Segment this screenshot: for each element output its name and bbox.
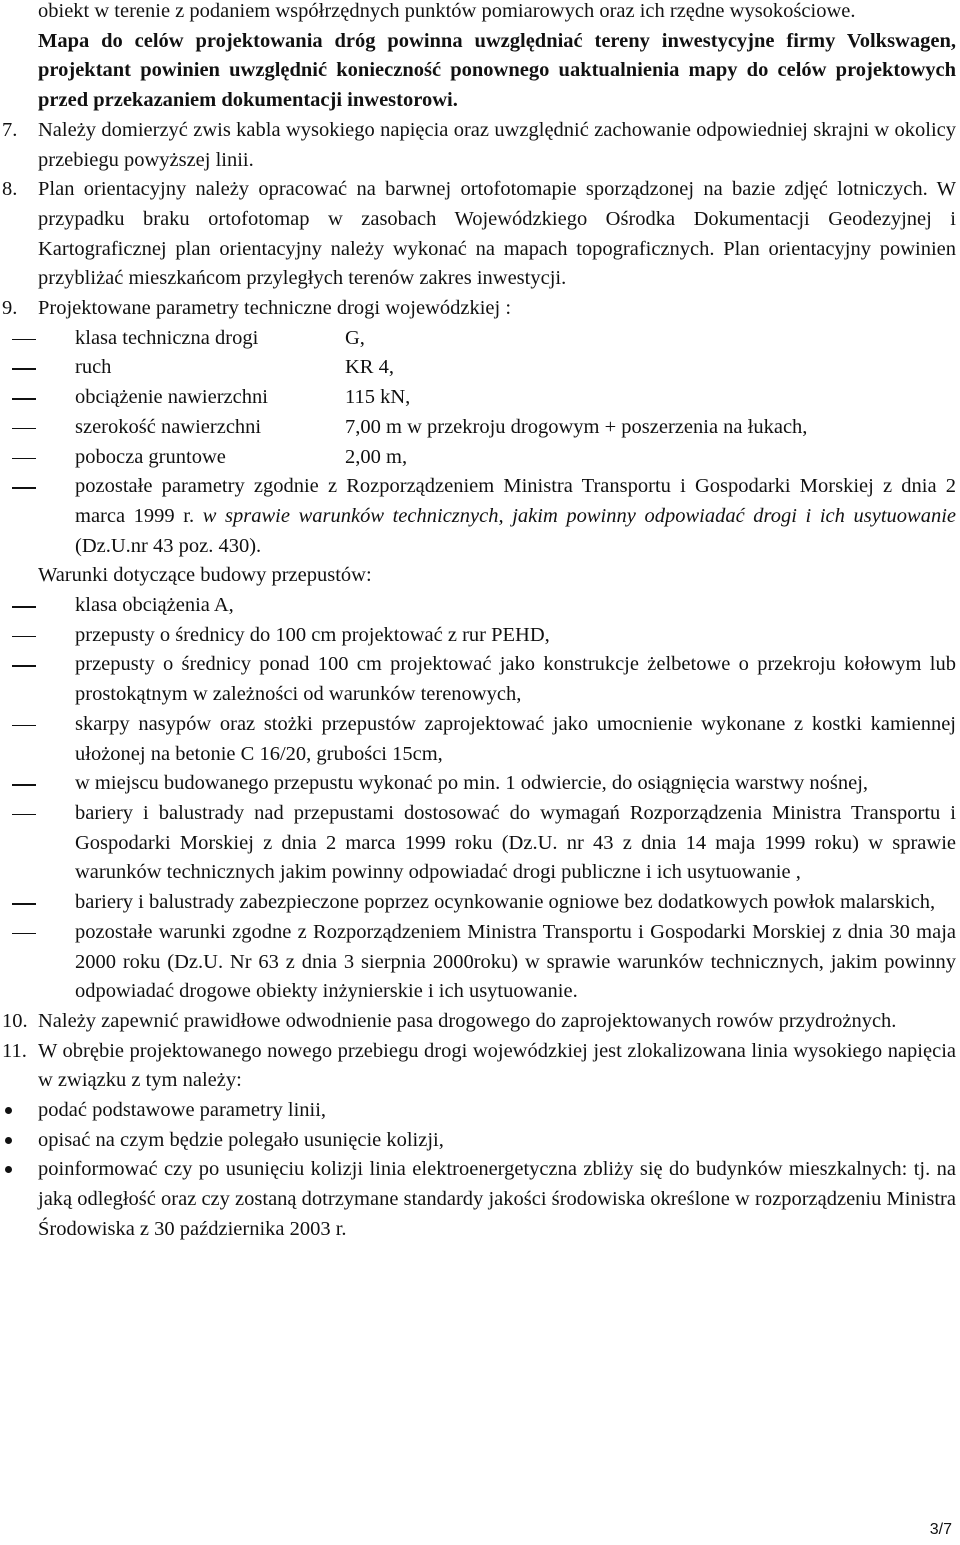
param-row bbox=[38, 413, 956, 443]
intro-paragraph: obiekt w terenie z podaniem współrzędnych punktów pomiarowych oraz ich rzędne wysokościowe. bbox=[38, 0, 856, 22]
bullet-text: poinformować czy po usunięciu kolizji linia elektroenergetyczna zbliży się do budynków mieszkalnych: tj. na jaką odległość oraz czy zostaną dotrzymane standardy jakości środowiska określone w rozporządzeniu Ministra Środowiska z 30 października 2003 r. bbox=[38, 1158, 956, 1240]
dash-marker bbox=[12, 933, 36, 935]
document-page bbox=[2, 0, 957, 1245]
bullet-text: opisać na czym będzie polegało usunięcie kolizji, bbox=[38, 1128, 444, 1151]
dash-marker bbox=[12, 428, 36, 430]
list-item-8 bbox=[2, 175, 956, 294]
param-list bbox=[38, 324, 956, 562]
item-number: 9. bbox=[2, 297, 18, 320]
dash-marker bbox=[12, 814, 36, 816]
culvert-item bbox=[38, 591, 956, 621]
param-value: G, bbox=[345, 326, 365, 349]
bullet-item bbox=[38, 1155, 956, 1244]
item-number: 10. bbox=[2, 1009, 28, 1032]
culvert-text: przepusty o średnicy do 100 cm projektować z rur PEHD, bbox=[75, 623, 550, 646]
dash-marker bbox=[12, 487, 36, 489]
culvert-text: klasa obciążenia A, bbox=[75, 594, 234, 617]
other-params-ref: (Dz.U.nr 43 poz. 430). bbox=[75, 534, 262, 557]
culvert-item bbox=[38, 650, 956, 709]
other-params-text: pozostałe parametry zgodnie z Rozporządzeniem Ministra Transportu i Gospodarki Morskiej z dnia 2 marca 1999 r. bbox=[75, 475, 956, 527]
culvert-text: bariery i balustrady nad przepustami dostosować do wymagań Rozporządzenia Ministra Transportu i Gospodarki Morskiej z dnia 2 marca 1999 roku (Dz.U. nr 43 z dnia 14 maja 1999 roku) w sprawie warunków technicznych jakim powinny odpowiadać drogi publiczne i ich usytuowanie , bbox=[75, 801, 956, 884]
culvert-item bbox=[38, 888, 956, 918]
bullet-dot bbox=[5, 1107, 12, 1114]
item-number: 8. bbox=[2, 178, 18, 201]
param-row bbox=[38, 353, 956, 383]
culvert-text: bariery i balustrady zabezpieczone poprzez ocynkowanie ogniowe bez dodatkowych powłok malarskich, bbox=[75, 891, 936, 914]
culvert-item bbox=[38, 799, 956, 888]
dash-marker bbox=[12, 458, 36, 460]
dash-marker bbox=[12, 398, 36, 400]
dash-marker bbox=[12, 725, 36, 727]
param-value: 7,00 m w przekroju drogowym + poszerzenia na łukach, bbox=[345, 415, 808, 438]
param-label: obciążenie nawierzchni bbox=[75, 386, 268, 409]
bullet-dot bbox=[5, 1137, 12, 1144]
param-row bbox=[38, 324, 956, 354]
other-params-row bbox=[38, 472, 956, 561]
culverts-list bbox=[38, 591, 956, 1007]
culvert-item bbox=[38, 621, 956, 651]
bullet-list bbox=[38, 1096, 956, 1245]
dash-marker bbox=[12, 636, 36, 638]
param-row bbox=[38, 443, 956, 473]
param-value: KR 4, bbox=[345, 356, 394, 379]
bullet-item bbox=[38, 1126, 956, 1156]
dash-marker bbox=[12, 903, 36, 905]
item-text: Należy zapewnić prawidłowe odwodnienie pasa drogowego do zaprojektowanych rowów przydrożnych. bbox=[38, 1009, 897, 1032]
list-item-9 bbox=[2, 294, 956, 324]
dash-marker bbox=[12, 368, 36, 370]
param-row bbox=[38, 383, 956, 413]
param-label: szerokość nawierzchni bbox=[75, 415, 262, 438]
param-label: klasa techniczna drogi bbox=[75, 326, 259, 349]
culvert-item bbox=[38, 918, 956, 1007]
bold-paragraph: Mapa do celów projektowania dróg powinna uwzględniać tereny inwestycyjne firmy Volkswagen, projektant powinien uwzględnić konieczność ponownego uaktualnienia mapy do celów projektowych przed przekazaniem dokumentacji inwestorowi. bbox=[38, 29, 956, 112]
bullet-text: podać podstawowe parametry linii, bbox=[38, 1099, 327, 1122]
item-text: Należy domierzyć zwis kabla wysokiego napięcia oraz uwzględnić zachowanie odpowiedniej skrajni w okolicy przebiegu powyższej linii. bbox=[38, 118, 956, 171]
param-label: ruch bbox=[75, 356, 112, 379]
culvert-text: skarpy nasypów oraz stożki przepustów zaprojektować jako umocnienie wykonane z kostki kamiennej ułożonej na betonie C 16/20, grubości 15cm, bbox=[75, 712, 956, 765]
bullet-dot bbox=[5, 1166, 12, 1173]
list-item-11 bbox=[2, 1037, 956, 1096]
dash-marker bbox=[12, 784, 36, 786]
param-label: pobocza gruntowe bbox=[75, 445, 226, 468]
item-number: 7. bbox=[2, 118, 18, 141]
culvert-item bbox=[38, 710, 956, 769]
item-text: Projektowane parametry techniczne drogi wojewódzkiej : bbox=[38, 297, 512, 320]
dash-marker bbox=[12, 606, 36, 608]
page-number: 3/7 bbox=[929, 1521, 952, 1538]
list-item-10 bbox=[2, 1007, 956, 1037]
culvert-item bbox=[38, 769, 956, 799]
item-text: Plan orientacyjny należy opracować na barwnej ortofotomapie sporządzonej na bazie zdjęć lotniczych. W przypadku braku ortofotomap w zasobach Wojewódzkiego Ośrodka Dokumentacji Geodezyjnej i Kartograficznej plan orientacyjny należy wykonać na mapach topograficznych. Plan orientacyjny powinien przybliżać mieszkańcom przyległych terenów zakres inwestycji. bbox=[38, 178, 956, 290]
item-number: 11. bbox=[2, 1039, 27, 1062]
other-params-italic: w sprawie warunków technicznych, jakim powinny odpowiadać drogi i ich usytuowanie bbox=[202, 504, 957, 527]
culvert-text: pozostałe warunki zgodne z Rozporządzeniem Ministra Transportu i Gospodarki Morskiej z dnia 30 maja 2000 roku (Dz.U. Nr 63 z dnia 3 sierpnia 2000roku) w sprawie warunków technicznych, jakim powinny odpowiadać drogowe obiekty inżynierskie i ich usytuowanie. bbox=[75, 920, 956, 1003]
culvert-text: przepusty o średnicy ponad 100 cm projektować jako konstrukcje żelbetowe o przekroju kołowym lub prostokątnym w zależności od warunków terenowych, bbox=[75, 653, 956, 706]
dash-marker bbox=[12, 665, 36, 667]
bullet-item bbox=[38, 1096, 956, 1126]
list-item-7 bbox=[2, 116, 956, 175]
param-value: 115 kN, bbox=[345, 386, 411, 409]
culverts-heading: Warunki dotyczące budowy przepustów: bbox=[38, 564, 372, 587]
param-value: 2,00 m, bbox=[345, 445, 408, 468]
item-text: W obrębie projektowanego nowego przebiegu drogi wojewódzkiej jest zlokalizowana linia wysokiego napięcia w związku z tym należy: bbox=[38, 1039, 956, 1092]
dash-marker bbox=[12, 339, 36, 341]
culvert-text: w miejscu budowanego przepustu wykonać po min. 1 odwiercie, do osiągnięcia warstwy nośnej, bbox=[75, 772, 869, 795]
